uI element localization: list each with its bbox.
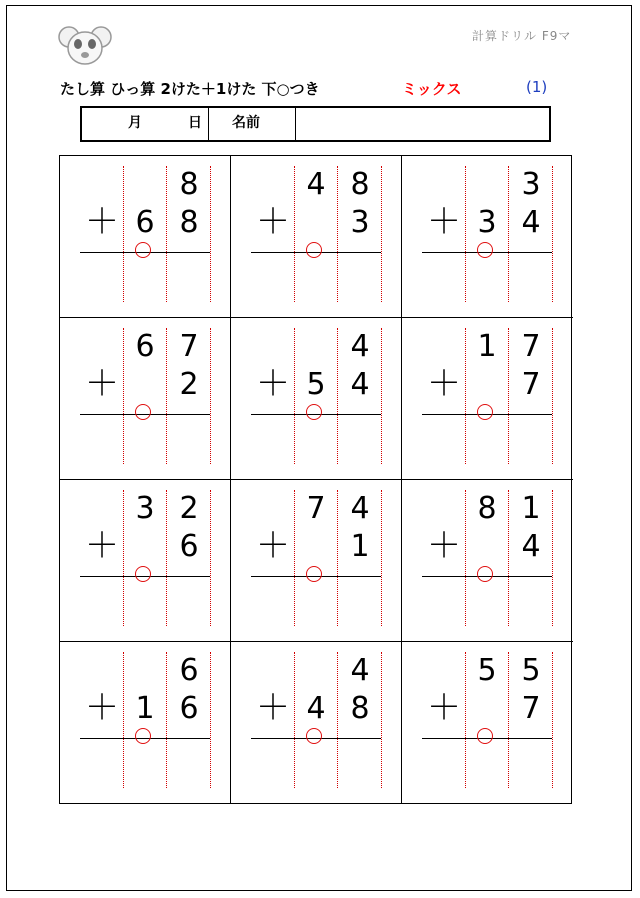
guide-line: [552, 166, 553, 302]
guide-line: [337, 166, 338, 302]
plus-sign: ＋: [427, 202, 461, 242]
top-tens-digit: 6: [135, 329, 155, 364]
guide-line: [210, 490, 211, 626]
guide-line: [294, 166, 295, 302]
top-tens-digit: 4: [306, 167, 326, 202]
plus-sign: ＋: [85, 526, 119, 566]
bottom-tens-digit: 6: [135, 205, 155, 240]
bottom-ones-digit: 8: [179, 205, 199, 240]
guide-line: [508, 166, 509, 302]
problem-cell: [60, 318, 231, 480]
top-ones-digit: 4: [350, 653, 370, 688]
carry-circle-icon: [306, 566, 322, 582]
koala-face-icon: [58, 24, 112, 68]
problem-cell: [402, 318, 573, 480]
worksheet-title: [60, 78, 560, 100]
top-ones-digit: 7: [521, 329, 541, 364]
guide-line: [465, 328, 466, 464]
bottom-ones-digit: 1: [350, 529, 370, 564]
guide-line: [123, 328, 124, 464]
guide-line: [465, 490, 466, 626]
guide-line: [123, 490, 124, 626]
carry-circle-icon: [477, 728, 493, 744]
name-date-box: [80, 106, 551, 142]
problem-cell: [402, 156, 573, 318]
top-tens-digit: 7: [306, 491, 326, 526]
brand-label: 計算ドリル F9マ: [472, 29, 572, 43]
guide-line: [166, 328, 167, 464]
plus-sign: ＋: [85, 688, 119, 728]
bottom-ones-digit: 7: [521, 691, 541, 726]
guide-line: [381, 328, 382, 464]
title-mix: ミックス: [402, 80, 462, 98]
carry-circle-icon: [306, 728, 322, 744]
guide-line: [294, 652, 295, 788]
top-tens-digit: 8: [477, 491, 497, 526]
guide-line: [552, 328, 553, 464]
guide-line: [337, 652, 338, 788]
problem-cell: [60, 156, 231, 318]
guide-line: [381, 652, 382, 788]
plus-sign: ＋: [427, 526, 461, 566]
bottom-tens-digit: 5: [306, 367, 326, 402]
problem-cell: [402, 642, 573, 804]
carry-circle-icon: [135, 404, 151, 420]
bottom-ones-digit: 2: [179, 367, 199, 402]
bottom-ones-digit: 4: [350, 367, 370, 402]
guide-line: [294, 490, 295, 626]
plus-sign: ＋: [85, 364, 119, 404]
guide-line: [508, 328, 509, 464]
guide-line: [337, 328, 338, 464]
guide-line: [465, 652, 466, 788]
top-ones-digit: 4: [350, 329, 370, 364]
guide-line: [508, 652, 509, 788]
problem-cell: [231, 642, 402, 804]
guide-line: [508, 490, 509, 626]
bottom-ones-digit: 8: [350, 691, 370, 726]
bottom-tens-digit: 3: [477, 205, 497, 240]
divider: [295, 108, 296, 140]
bottom-ones-digit: 4: [521, 205, 541, 240]
guide-line: [166, 490, 167, 626]
bottom-ones-digit: 3: [350, 205, 370, 240]
top-tens-digit: 1: [477, 329, 497, 364]
guide-line: [465, 166, 466, 302]
carry-circle-icon: [477, 566, 493, 582]
carry-circle-icon: [306, 404, 322, 420]
top-ones-digit: 3: [521, 167, 541, 202]
carry-circle-icon: [135, 728, 151, 744]
top-ones-digit: 8: [179, 167, 199, 202]
guide-line: [552, 490, 553, 626]
top-ones-digit: 1: [521, 491, 541, 526]
top-ones-digit: 4: [350, 491, 370, 526]
top-ones-digit: 8: [350, 167, 370, 202]
guide-line: [294, 328, 295, 464]
problem-grid: [59, 155, 572, 804]
bottom-ones-digit: 7: [521, 367, 541, 402]
day-label: 日: [188, 115, 202, 131]
plus-sign: ＋: [427, 364, 461, 404]
guide-line: [123, 652, 124, 788]
problem-cell: [231, 156, 402, 318]
guide-line: [381, 490, 382, 626]
divider: [208, 108, 209, 140]
top-tens-digit: 3: [135, 491, 155, 526]
guide-line: [210, 166, 211, 302]
bottom-ones-digit: 4: [521, 529, 541, 564]
plus-sign: ＋: [256, 526, 290, 566]
plus-sign: ＋: [427, 688, 461, 728]
name-label: 名前: [232, 115, 260, 131]
top-ones-digit: 2: [179, 491, 199, 526]
problem-cell: [60, 480, 231, 642]
bottom-ones-digit: 6: [179, 691, 199, 726]
carry-circle-icon: [135, 566, 151, 582]
problem-cell: [60, 642, 231, 804]
bottom-tens-digit: 1: [135, 691, 155, 726]
guide-line: [123, 166, 124, 302]
title-main: たし算 ひっ算 2けた＋1けた 下○つき: [60, 80, 320, 98]
plus-sign: ＋: [256, 688, 290, 728]
guide-line: [166, 652, 167, 788]
problem-cell: [231, 318, 402, 480]
plus-sign: ＋: [256, 364, 290, 404]
bottom-ones-digit: 6: [179, 529, 199, 564]
month-label: 月: [128, 115, 142, 131]
guide-line: [166, 166, 167, 302]
carry-circle-icon: [135, 242, 151, 258]
guide-line: [210, 652, 211, 788]
title-number: (1): [526, 78, 548, 96]
guide-line: [381, 166, 382, 302]
top-ones-digit: 6: [179, 653, 199, 688]
carry-circle-icon: [306, 242, 322, 258]
problem-cell: [231, 480, 402, 642]
carry-circle-icon: [477, 242, 493, 258]
top-ones-digit: 5: [521, 653, 541, 688]
guide-line: [210, 328, 211, 464]
carry-circle-icon: [477, 404, 493, 420]
plus-sign: ＋: [256, 202, 290, 242]
top-tens-digit: 5: [477, 653, 497, 688]
problem-cell: [402, 480, 573, 642]
top-ones-digit: 7: [179, 329, 199, 364]
guide-line: [552, 652, 553, 788]
bottom-tens-digit: 4: [306, 691, 326, 726]
plus-sign: ＋: [85, 202, 119, 242]
guide-line: [337, 490, 338, 626]
